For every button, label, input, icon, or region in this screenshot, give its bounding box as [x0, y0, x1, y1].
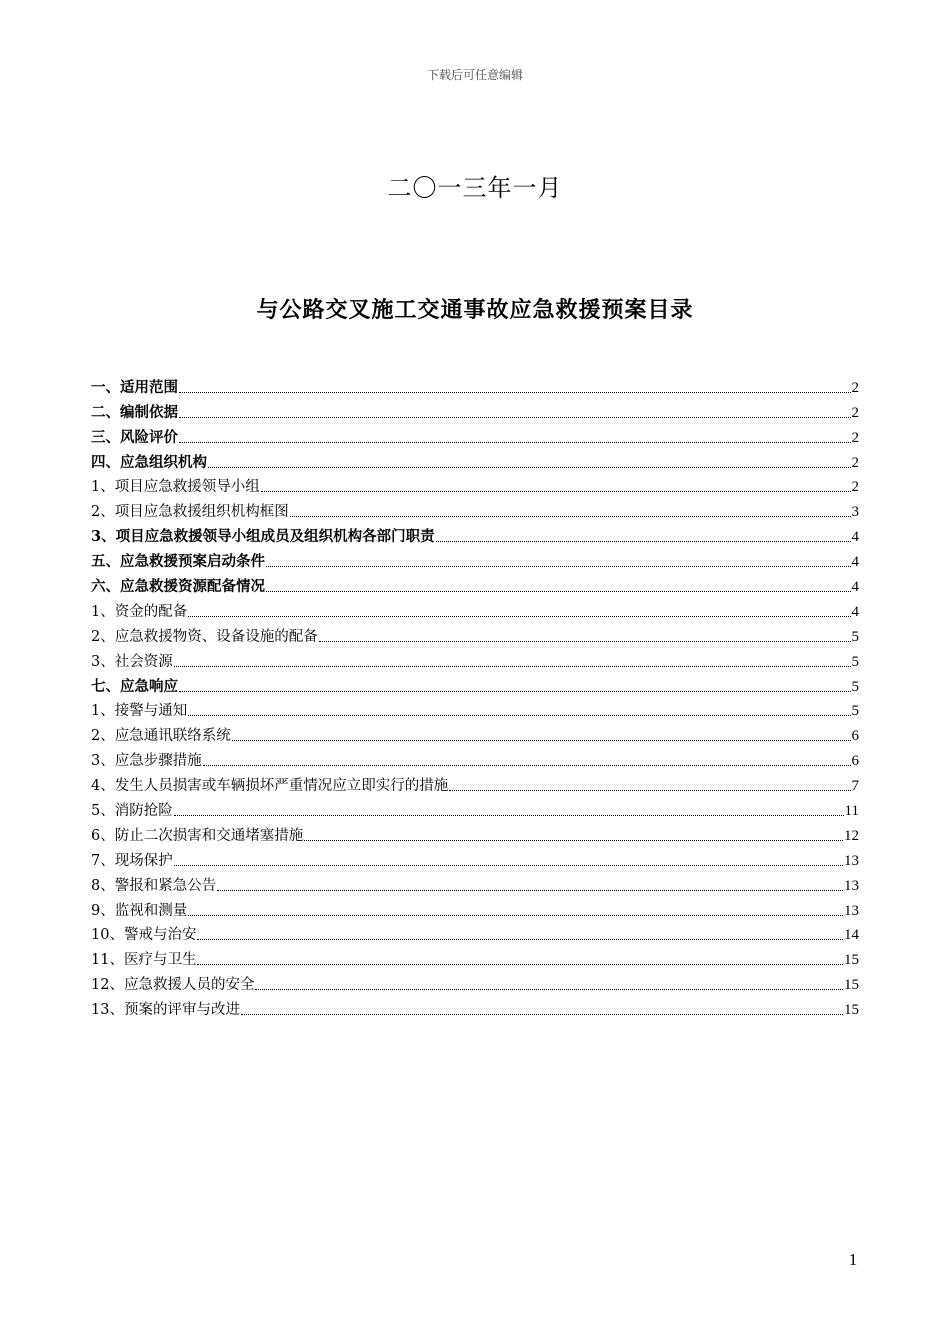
toc-entry-page: 2 [851, 404, 859, 421]
toc-entry-page: 7 [851, 778, 859, 795]
toc-entry-label: 9、监视和测量 [91, 902, 188, 919]
toc-entry[interactable] [91, 622, 859, 647]
toc-entry-label: 4、发生人员损害或车辆损坏严重情况应立即实行的措施 [91, 778, 449, 795]
toc-dot-leader [436, 541, 851, 542]
toc-entry[interactable] [91, 921, 859, 946]
toc-entry-page: 15 [844, 1002, 859, 1019]
toc-entry-page: 5 [851, 703, 859, 720]
toc-entry[interactable] [91, 771, 859, 796]
toc-entry-label: 3、应急步骤措施 [91, 753, 202, 770]
toc-dot-leader [266, 566, 851, 567]
toc-entry[interactable] [91, 373, 859, 398]
toc-entry[interactable] [91, 945, 859, 970]
toc-entry[interactable] [91, 398, 859, 423]
toc-dot-leader [179, 392, 851, 393]
toc-dot-leader [319, 641, 851, 642]
toc-entry-page: 12 [844, 827, 859, 844]
toc-entry-label: 3、项目应急救援领导小组成员及组织机构各部门职责 [91, 528, 435, 546]
header-note: 下载后可任意编辑 [426, 68, 523, 82]
toc-entry[interactable] [91, 970, 859, 995]
toc-dot-leader [266, 591, 851, 592]
toc-dot-leader [197, 939, 843, 940]
toc-dot-leader [188, 616, 850, 617]
toc-entry-page: 2 [851, 429, 859, 446]
toc-dot-leader [179, 691, 851, 692]
toc-dot-leader [290, 516, 851, 517]
toc-dot-leader [304, 840, 843, 841]
toc-dot-leader [188, 715, 850, 716]
date-title: 二〇一三年一月 [387, 174, 563, 202]
toc-entry-page: 4 [851, 579, 859, 596]
toc-entry-page: 2 [851, 454, 859, 471]
toc-entry-page: 4 [851, 529, 859, 546]
toc-entry-page: 4 [851, 603, 859, 620]
toc-title: 与公路交叉施工交通事故应急救援预案目录 [256, 297, 694, 323]
toc-entry-label: 10、警戒与治安 [91, 927, 197, 944]
toc-entry-label: 13、预案的评审与改进 [91, 1002, 240, 1019]
toc-entry[interactable] [91, 522, 859, 547]
toc-entry[interactable] [91, 448, 859, 473]
toc-entry[interactable] [91, 697, 859, 722]
toc-dot-leader [188, 915, 843, 916]
toc-entry-label: 2、应急通讯联络系统 [91, 728, 231, 745]
toc-dot-leader [261, 491, 851, 492]
toc-entry-page: 11 [844, 803, 859, 820]
toc-entry-page: 13 [844, 902, 859, 919]
toc-entry-label: 五、应急救援预案启动条件 [91, 553, 265, 571]
toc-entry-page: 13 [844, 877, 859, 894]
toc-entry[interactable] [91, 423, 859, 448]
toc-entry-label: 8、警报和紧急公告 [91, 877, 217, 894]
toc-entry-label: 一、适用范围 [91, 378, 178, 396]
toc-entry[interactable] [91, 746, 859, 771]
toc-entry-label: 四、应急组织机构 [91, 453, 207, 471]
toc-entry-page: 13 [844, 852, 859, 869]
toc-entry-page: 14 [844, 927, 859, 944]
toc-entry[interactable] [91, 995, 859, 1020]
table-of-contents [91, 373, 859, 1020]
toc-entry-label: 2、应急救援物资、设备设施的配备 [91, 628, 318, 645]
toc-entry[interactable] [91, 672, 859, 697]
toc-entry[interactable] [91, 547, 859, 572]
toc-entry-page: 3 [851, 504, 859, 521]
toc-dot-leader [179, 442, 851, 443]
toc-entry-label: 二、编制依据 [91, 403, 178, 421]
toc-dot-leader [241, 1014, 843, 1015]
toc-dot-leader [203, 765, 851, 766]
toc-dot-leader [208, 467, 851, 468]
toc-entry-page: 6 [851, 728, 859, 745]
toc-entry-label: 11、医疗与卫生 [91, 952, 197, 969]
toc-dot-leader [217, 890, 843, 891]
toc-entry-label: 1、资金的配备 [91, 603, 188, 620]
toc-dot-leader [232, 740, 851, 741]
toc-entry-page: 4 [851, 554, 859, 571]
toc-entry[interactable] [91, 473, 859, 498]
toc-entry-label: 6、防止二次损害和交通堵塞措施 [91, 827, 304, 844]
toc-entry-label: 三、风险评价 [91, 428, 178, 446]
toc-dot-leader [179, 417, 851, 418]
toc-entry-page: 2 [851, 379, 859, 396]
toc-entry-label: 七、应急响应 [91, 677, 178, 695]
toc-entry-page: 6 [851, 753, 859, 770]
toc-entry[interactable] [91, 721, 859, 746]
toc-entry-label: 7、现场保护 [91, 852, 173, 869]
toc-entry[interactable] [91, 796, 859, 821]
toc-entry-label: 3、社会资源 [91, 653, 173, 670]
toc-entry-page: 2 [851, 479, 859, 496]
toc-entry[interactable] [91, 846, 859, 871]
toc-entry[interactable] [91, 497, 859, 522]
toc-entry-page: 15 [844, 952, 859, 969]
toc-dot-leader [174, 865, 843, 866]
toc-entry-page: 5 [851, 678, 859, 695]
toc-entry[interactable] [91, 597, 859, 622]
page-number: 1 [848, 1250, 858, 1269]
toc-entry[interactable] [91, 647, 859, 672]
toc-entry[interactable] [91, 896, 859, 921]
toc-entry-label: 六、应急救援资源配备情况 [91, 578, 265, 596]
toc-entry[interactable] [91, 821, 859, 846]
toc-dot-leader [174, 815, 844, 816]
toc-entry-label: 5、消防抢险 [91, 803, 173, 820]
toc-entry[interactable] [91, 871, 859, 896]
toc-entry-page: 5 [851, 628, 859, 645]
toc-entry-label: 1、项目应急救援领导小组 [91, 479, 260, 496]
toc-dot-leader [197, 964, 843, 965]
toc-entry-label: 1、接警与通知 [91, 703, 188, 720]
toc-entry-label: 2、项目应急救援组织机构框图 [91, 504, 289, 521]
toc-dot-leader [174, 666, 851, 667]
toc-dot-leader [449, 790, 850, 791]
toc-entry-page: 15 [844, 977, 859, 994]
toc-entry-label: 12、应急救援人员的安全 [91, 977, 255, 994]
toc-entry-page: 5 [851, 653, 859, 670]
toc-entry[interactable] [91, 572, 859, 597]
toc-dot-leader [255, 989, 843, 990]
